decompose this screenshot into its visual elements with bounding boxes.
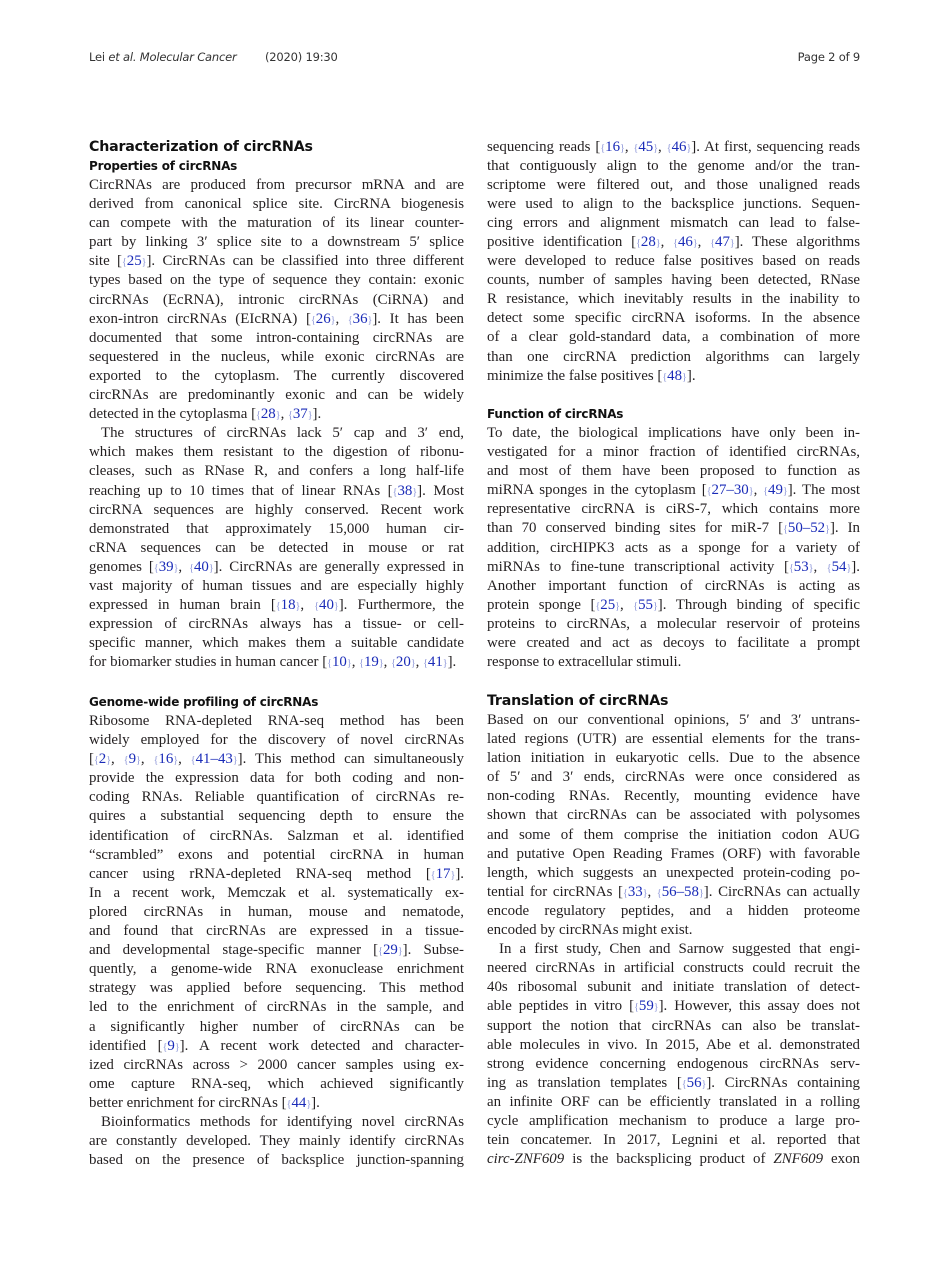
text-line: coding RNAs. Reliable quantification of circRNAs re-: [89, 789, 464, 806]
text-line: identified [{9}]. A recent work detected and character-: [89, 1037, 465, 1054]
citation-brace: {: [763, 486, 768, 498]
text-line: R resistance, which inevitably results in the inability to: [487, 291, 860, 308]
paragraph-group: [487, 711, 860, 1169]
citation-link[interactable]: 28: [260, 406, 276, 423]
citation-brace: }: [620, 142, 625, 154]
text-line: representative circRNA is ciRS-7, which contains more: [487, 501, 860, 518]
citation-brace: {: [189, 562, 194, 574]
text-line: cycle amplification mechanism to produce a large pro-: [487, 1112, 860, 1129]
citation-brace: {: [162, 1041, 168, 1053]
citation-brace: }: [173, 755, 179, 767]
citation-link[interactable]: 19: [363, 654, 379, 671]
text-line: The structures of circRNAs lack 5′ cap and 3′ end,: [101, 425, 464, 442]
text-line: genomes [{39}, {40}]. CircRNAs are generally expressed in: [89, 558, 464, 575]
citation-brace: }: [106, 755, 112, 767]
citation-brace: {: [710, 237, 716, 249]
text-line: can compete with the maturation of its linear counter-: [89, 215, 464, 232]
citation-brace: {: [681, 1078, 687, 1090]
citation-link[interactable]: 37: [292, 406, 308, 423]
citation-brace: }: [652, 600, 658, 612]
text-line: part by linking 3′ splice site to a downstream 5′ splice: [89, 234, 464, 251]
citation-brace: }: [378, 658, 384, 670]
text-line: quires a substantial sequencing depth to ensure the: [89, 808, 464, 825]
text-line: cRNA sequences can be detected in mouse or rat: [89, 539, 464, 556]
text-line: were used to align to the backsplice junctions. Sequen-: [487, 195, 860, 212]
text-line: than one circRNA prediction algorithms can largely: [487, 348, 860, 365]
text-line: quently, a genome-wide RNA exonuclease enrichment: [89, 961, 464, 978]
citation-link[interactable]: 47: [715, 233, 730, 250]
text-line: neered circRNAs in artificial constructs could recruit the: [487, 960, 860, 977]
citation-link[interactable]: 26: [315, 310, 331, 327]
citation-brace: }: [141, 257, 147, 269]
citation-brace: }: [701, 1078, 707, 1090]
text-line: expression of circRNAs always has a tissue- or cell-: [89, 616, 464, 633]
citation-brace: }: [295, 601, 301, 613]
text-line: ing as translation templates [{56}]. CircRNAs containing: [487, 1074, 861, 1091]
text-line: Based on our conventional opinions, 5′ and 3′ untrans-: [487, 712, 860, 728]
text-line: length, which suggests an unexpected protein-coding po-: [487, 864, 860, 881]
citation-brace: {: [634, 1002, 639, 1014]
text-line: an infinite ORF can be efficiently translated in a rolling: [487, 1093, 860, 1110]
text-line: protein sponge [{25}, {55}]. Through binding of specific: [487, 596, 860, 613]
text-line: and some of them comprise the initiation codon AUG: [487, 826, 860, 843]
citation-brace: }: [333, 601, 339, 613]
text-line: In a first study, Chen and Sarnow suggested that engi-: [499, 941, 860, 958]
paragraph-group: [89, 176, 464, 672]
citation-link[interactable]: 18: [280, 597, 296, 614]
citation-brace: {: [656, 887, 662, 899]
citation-link[interactable]: 25: [126, 253, 142, 270]
header-etal: et al.: [108, 50, 137, 64]
text-line: based on the presence of backsplice junction-spanning: [89, 1152, 464, 1169]
citation-link[interactable]: 39: [158, 558, 174, 575]
citation-brace: {: [310, 314, 316, 326]
text-line: of a clear gold-standard data, a combination of more: [487, 329, 860, 346]
text-line: site [{25}]. CircRNAs can be classified into three different: [89, 253, 464, 270]
right-column-function: [487, 405, 860, 672]
subsection-heading: Function of circRNAs: [487, 407, 624, 421]
citation-link[interactable]: 55: [638, 596, 653, 613]
citation-brace: {: [93, 755, 99, 767]
text-line: tential for circRNAs [{33}, {56–58}]. CircRNAs can actually: [487, 883, 861, 900]
citation-brace: {: [636, 237, 641, 249]
text-line: for biomarker studies in human cancer [{10}, {19}, {20}, {41}].: [89, 654, 457, 671]
text-line: derived from canonical splice site. CircRNA biogenesis: [89, 196, 464, 213]
text-line: To date, the biological implications have only been in-: [487, 425, 860, 441]
text-line: tein concatemer. In 2017, Legnini et al. reported that: [487, 1132, 860, 1149]
citation-brace: }: [686, 142, 692, 154]
text-line: Bioinformatics methods for identifying novel circRNAs: [101, 1113, 464, 1130]
text-line: reaching up to 10 times that of linear RNAs [{38}]. Most: [89, 482, 464, 499]
text-line: encoded by circRNAs might exist.: [487, 922, 693, 939]
text-line: exon-intron circRNAs (EIcRNA) [{26}, {36}]. It has been: [89, 310, 465, 327]
text-line: strong evidence concerning endogenous circRNAs serv-: [487, 1055, 860, 1072]
text-line: and most of them have been proposed to function as: [487, 463, 860, 480]
text-line: ome capture RNA-seq, which achieved significantly: [89, 1075, 464, 1092]
text-line: plored circRNAs in human, mouse and nematode,: [89, 903, 464, 920]
text-line: exported to the cytoplasm. The currently discovered: [89, 367, 464, 384]
citation-brace: }: [275, 410, 281, 422]
citation-brace: {: [783, 524, 788, 536]
citation-link[interactable]: 40: [319, 597, 334, 614]
citation-brace: }: [692, 237, 698, 249]
text-line: ized circRNAs across > 2000 cancer samples using ex-: [89, 1056, 464, 1073]
subsection-heading: Genome-wide profiling of circRNAs: [89, 695, 319, 709]
citation-brace: {: [706, 486, 712, 498]
citation-brace: }: [412, 486, 418, 498]
citation-brace: }: [173, 562, 179, 574]
text-line: documented that some intron-containing circRNAs are: [89, 329, 464, 346]
text-line: strategy was applied before sequencing. This method: [89, 980, 464, 997]
citation-link[interactable]: 10: [331, 654, 347, 671]
text-line: lated regions (UTR) are essential elements for the trans-: [487, 731, 860, 748]
italic-gene-name: ZNF609: [773, 1151, 824, 1168]
text-line: circRNAs (EcRNA), intronic circRNAs (CiRNA) and: [89, 291, 464, 308]
citation-link[interactable]: 46: [677, 233, 693, 250]
text-line: response to extracellular stimuli.: [487, 654, 682, 671]
text-line: counts, number of samples having been detected, RNase: [487, 272, 860, 289]
citation-brace: }: [653, 1002, 659, 1014]
citation-brace: }: [615, 600, 620, 612]
text-line: [{2}, {9}, {16}, {41–43}]. This method can simultaneously: [89, 751, 464, 768]
text-line: were created and act as decoys to facilitate a prompt: [487, 635, 860, 652]
text-line: circRNAs are predominantly exonic and can be widely: [89, 387, 464, 404]
text-line: circRNA sequences are highly conserved. Recent work: [89, 501, 464, 518]
citation-brace: }: [729, 237, 735, 249]
text-line: detected in the cytoplasma [{28}, {37}].: [89, 406, 322, 423]
citation-brace: {: [666, 142, 672, 154]
citation-brace: {: [288, 410, 293, 422]
citation-brace: {: [359, 658, 364, 670]
citation-brace: }: [208, 562, 214, 574]
text-line: and putative Open Reading Frames (ORF) with favorable: [487, 845, 860, 862]
citation-link[interactable]: 36: [352, 310, 368, 327]
header-journal: Molecular Cancer: [139, 50, 237, 64]
citation-brace: }: [698, 887, 704, 899]
text-line: types based on the type of sequence they contain: exonic: [89, 272, 464, 289]
header-page-number: Page 2 of 9: [797, 50, 860, 64]
citation-brace: }: [397, 946, 403, 958]
text-line: sequestered in the nucleus, while exonic circRNAs are: [89, 348, 464, 365]
header-citation: (2020) 19:30: [265, 50, 338, 64]
citation-brace: }: [748, 486, 754, 498]
citation-brace: {: [153, 562, 159, 574]
citation-link[interactable]: 33: [627, 883, 643, 900]
citation-link[interactable]: 50–52: [787, 520, 826, 537]
text-line: cancer using rRNA-depleted RNA-seq method [{17}].: [89, 865, 464, 882]
citation-link[interactable]: 56–58: [661, 883, 699, 900]
citation-link[interactable]: 16: [158, 751, 174, 768]
citation-brace: }: [825, 524, 830, 536]
citation-link[interactable]: 2: [98, 751, 107, 768]
text-line: expressed in human brain [{18}, {40}]. Furthermore, the: [89, 597, 464, 614]
citation-link[interactable]: 38: [397, 482, 413, 499]
citation-brace: }: [306, 1098, 312, 1110]
citation-link[interactable]: 29: [382, 942, 398, 959]
citation-brace: {: [123, 755, 129, 767]
citation-brace: {: [121, 257, 127, 269]
text-line: Ribosome RNA-depleted RNA-seq method has been: [89, 713, 464, 729]
citation-brace: {: [286, 1098, 292, 1110]
citation-brace: }: [307, 410, 313, 422]
text-line: positive identification [{28}, {46}, {47}]. These algorithms: [487, 233, 860, 250]
citation-brace: }: [136, 755, 141, 767]
text-line: of 5′ and 3′ ends, circRNAs were once considered as: [487, 769, 860, 786]
citation-link[interactable]: 59: [638, 998, 654, 1015]
citation-brace: }: [410, 658, 416, 670]
citation-brace: {: [423, 658, 428, 670]
citation-link[interactable]: 48: [667, 367, 683, 384]
text-line: are constantly developed. They mainly identify circRNAs: [89, 1133, 464, 1150]
text-line: scriptome were filtered out, and those unaligned reads: [487, 176, 860, 193]
citation-link[interactable]: 49: [768, 482, 783, 499]
citation-link[interactable]: 54: [831, 558, 847, 575]
text-line: miRNA sponges in the cytoplasm [{27–30}, {49}]. The most: [487, 482, 861, 499]
text-line: widely employed for the discovery of novel circRNAs: [89, 732, 464, 749]
right-column: [487, 138, 860, 386]
citation-brace: {: [391, 658, 396, 670]
text-line: minimize the false positives [{48}].: [487, 367, 696, 384]
citation-brace: {: [314, 601, 320, 613]
text-line: non-coding RNAs. Recently, mounting evidence have: [487, 788, 860, 805]
citation-brace: {: [430, 869, 436, 881]
paragraph-group: [487, 424, 860, 672]
citation-link[interactable]: 9: [167, 1037, 175, 1054]
citation-brace: }: [367, 314, 373, 326]
citation-brace: {: [392, 486, 398, 498]
citation-brace: {: [623, 887, 628, 899]
text-line: In a recent work, Memczak et al. systematically ex-: [89, 884, 464, 901]
citation-brace: }: [174, 1041, 180, 1053]
text-line: lation initiation in eukaryotic cells. Due to the absence: [487, 750, 860, 767]
citation-brace: }: [682, 371, 687, 383]
text-line: vast majority of human tissues and are especially highly: [89, 577, 464, 594]
citation-brace: }: [442, 658, 448, 670]
citation-brace: }: [232, 755, 238, 767]
citation-link[interactable]: 56: [686, 1074, 702, 1091]
citation-brace: {: [327, 658, 332, 670]
citation-brace: {: [633, 142, 639, 154]
text-line: CircRNAs are produced from precursor mRNA and are: [89, 177, 464, 193]
text-line: were developed to reduce false positives based on reads: [487, 253, 860, 270]
subsection-heading: Properties of circRNAs: [89, 159, 238, 173]
text-line: which makes them resistant to the digestion of ribonu-: [89, 444, 464, 461]
citation-brace: {: [153, 755, 159, 767]
citation-link[interactable]: 9: [128, 751, 137, 768]
right-column-translation: [487, 691, 860, 1169]
citation-link[interactable]: 46: [671, 138, 687, 155]
citation-brace: {: [347, 314, 353, 326]
citation-brace: }: [782, 486, 788, 498]
italic-gene-name: circ-ZNF609: [487, 1151, 565, 1168]
text-line: sequencing reads [{16}, {45}, {46}]. At first, sequencing reads: [487, 138, 861, 155]
citation-brace: {: [633, 600, 639, 612]
text-line: detect some specific circRNA isoforms. In the absence: [487, 310, 860, 327]
citation-brace: {: [662, 371, 668, 383]
text-line: able peptides in vitro [{59}]. However, this assay does not: [487, 998, 861, 1015]
citation-link[interactable]: 41: [427, 654, 443, 671]
citation-brace: {: [673, 237, 678, 249]
citation-brace: }: [655, 237, 661, 249]
text-line: provide the expression data for both coding and non-: [89, 770, 464, 787]
text-line: able molecules in vivo. In 2015, Abe et al. demonstrated: [487, 1036, 860, 1053]
left-column-lower: [89, 693, 464, 1170]
text-line: cing errors and alignment mismatch can lead to false-: [487, 214, 860, 231]
citation-brace: {: [595, 600, 601, 612]
text-line: circ-ZNF609 is the backsplicing product of ZNF609 exon: [487, 1151, 860, 1168]
citation-brace: }: [346, 658, 352, 670]
citation-brace: {: [826, 562, 832, 574]
text-line: better enrichment for circRNAs [{44}].: [89, 1094, 320, 1111]
left-column: [89, 137, 464, 672]
text-line: 40s ribosomal subunit and initiate translation of detect-: [487, 979, 860, 996]
text-line: cleases, such as RNase R, and confers a long half-life: [89, 463, 464, 480]
text-line: encode regulatory peptides, and a hidden proteome: [487, 902, 860, 919]
citation-link[interactable]: 45: [638, 138, 654, 155]
text-line: shown that circRNAs can be associated with polysomes: [487, 807, 860, 824]
citation-brace: }: [642, 887, 648, 899]
citation-brace: {: [600, 142, 606, 154]
text-line: than 70 conserved binding sites for miR-7 [{50–52}]. In: [487, 520, 860, 537]
running-header-journal: [89, 50, 237, 64]
text-line: addition, circHIPK3 acts as a sponge for a variety of: [487, 539, 860, 556]
text-line: demonstrated that approximately 15,000 human cir-: [89, 520, 464, 537]
text-line: proteins to circRNAs, a molecular reservoir of proteins: [487, 615, 860, 632]
text-line: Another important function of circRNAs is acting as: [487, 577, 860, 594]
text-line: specific manner, which makes them a suitable candidate: [89, 635, 464, 652]
citation-brace: }: [808, 562, 814, 574]
citation-brace: }: [450, 869, 456, 881]
text-line: led to the enrichment of circRNAs in the sample, and: [89, 999, 464, 1016]
section-heading: Characterization of circRNAs: [89, 139, 313, 155]
text-line: vestigated for a minor fraction of identified circRNAs,: [487, 444, 860, 461]
text-line: and found that circRNAs are expressed in a tissue-: [89, 923, 464, 940]
citation-link[interactable]: 16: [605, 138, 621, 155]
citation-link[interactable]: 28: [640, 233, 656, 250]
header-author: Lei: [89, 50, 105, 64]
citation-brace: }: [330, 314, 336, 326]
text-line: miRNAs to fine-tune transcriptional activity [{53}, {54}].: [487, 558, 860, 575]
citation-brace: {: [275, 601, 281, 613]
citation-brace: {: [256, 410, 261, 422]
citation-brace: {: [190, 755, 196, 767]
section-heading: Translation of circRNAs: [487, 693, 669, 709]
text-line: a significantly higher number of circRNAs can be: [89, 1018, 464, 1035]
text-line: and developmental stage-specific manner [{29}]. Subse-: [89, 942, 464, 959]
text-line: identification of circRNAs. Salzman et al. identified: [89, 827, 464, 844]
citation-link[interactable]: 41–43: [195, 751, 233, 768]
citation-link[interactable]: 17: [435, 865, 451, 882]
text-line: “scrambled” exons and potential circRNA in human: [89, 846, 464, 863]
text-line: support the notion that circRNAs can also be translat-: [487, 1017, 860, 1034]
citation-link[interactable]: 53: [793, 558, 809, 575]
citation-brace: }: [653, 142, 659, 154]
citation-link[interactable]: 44: [291, 1094, 307, 1111]
citation-link[interactable]: 25: [600, 596, 616, 613]
paragraph-group: [487, 138, 860, 386]
citation-brace: {: [788, 562, 794, 574]
citation-brace: {: [378, 946, 383, 958]
citation-link[interactable]: 27–30: [711, 482, 749, 499]
citation-brace: }: [846, 562, 852, 574]
citation-link[interactable]: 20: [395, 654, 411, 671]
paragraph-group: [89, 712, 464, 1170]
text-line: that contiguously align to the genome and/or the tran-: [487, 157, 860, 174]
citation-link[interactable]: 40: [193, 558, 209, 575]
